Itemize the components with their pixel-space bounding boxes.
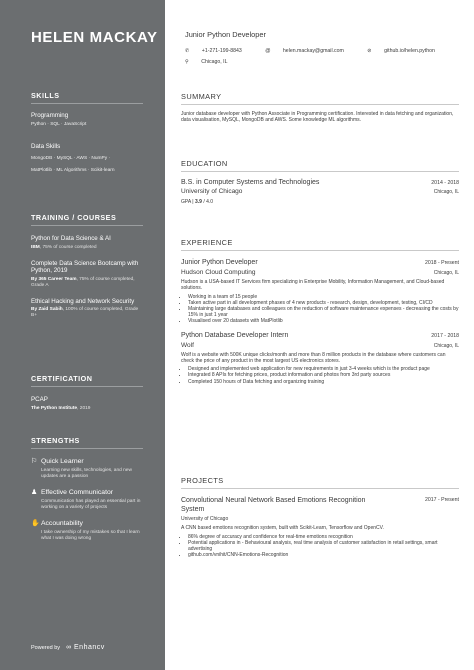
job-title: Junior Python Developer [185,30,266,39]
skill-group-title: Data Skills [31,143,61,150]
experience-item [181,259,459,325]
skill-tags [31,153,143,177]
skills-section [31,91,143,177]
experience-section [181,238,459,385]
experience-item [181,332,459,385]
bullet: • Designed and implemented web application for new requirements in just 3-4 weeks which is the product page [188,366,459,372]
position-title: Junior Python Developer [181,259,258,266]
company-desc: Wolf is a website with 500K unique clicks/month and more than 8 million products in the database where customers can check the price of any product in the most largest US electronics stores. [181,351,446,364]
degree: B.S. in Computer Systems and Technologies [181,179,320,186]
course-title: Ethical Hacking and Network Security [31,297,135,305]
project-row [181,497,459,514]
enhancv-logo[interactable] [66,644,105,651]
gpa-max: / 4.0 [203,199,214,205]
gpa-label: GPA [181,199,191,205]
projects-section [181,476,459,558]
job-location: Chicago, IL [433,270,459,276]
job-location: Chicago, IL [433,342,459,349]
skill-tags-line: MatPlotlib · ML Algorithms · Scikit-learn [31,168,115,173]
education-row [181,188,459,195]
at-icon: @ [265,48,272,54]
phone-contact[interactable] [185,48,253,54]
summary-text: Junior database developer with Python Associate in Programming certification. Interested in data fetching and organization, data visualisation, MySQL, MongoDB and AWS. Some knowledge ML algorithms. [181,111,454,124]
powered-label [31,645,60,651]
strength-title: Effective Communicator [41,489,114,496]
company-desc: Hudson is a USA-based IT Services firm specializing in Enterprise Mobility, Information Management, and Cloud-based solutions. [181,279,445,292]
projects-heading: PROJECTS [181,476,459,489]
communicator-icon: ♟ [31,489,38,496]
project-org: University of Chicago [181,516,229,522]
strengths-heading: STRENGTHS [31,436,143,449]
course-meta [31,277,143,289]
infinity-icon: ∞ [66,644,72,651]
strength-title: Accountability [41,520,83,527]
experience-heading: EXPERIENCE [181,238,459,251]
location-pin-icon: ⚲ [185,59,191,65]
strength-item [31,458,143,480]
project-title: Convolutional Neural Network Based Emotions Recognition System [181,497,366,513]
course-org: By 365 Career Team [31,276,77,282]
certification-section [31,374,143,412]
gpa-value: 3.9 [195,199,202,205]
phone-icon: ✆ [185,48,191,54]
location-contact [185,59,239,65]
certification-year: , 2019 [77,405,91,411]
training-heading: TRAINING / COURSES [31,213,143,226]
skill-group-title: Programming [31,112,69,119]
project-link[interactable]: • github.com/vnihit/CNN-Emotions-Recognition [188,552,459,558]
link-icon: ⊘ [367,48,374,54]
project-desc: A CNN based emotions recognition system, built with Scikit-Learn, Tensorflow and OpenCV. [181,525,384,532]
skills-heading: SKILLS [31,91,143,104]
education-heading: EDUCATION [181,159,459,172]
bullet: • Visualised over 20 datasets with MatPlotlib [188,318,459,324]
strength-desc: Communication has played an essential part in working on a variety of projects [41,499,141,510]
project-bullets [181,534,459,559]
education-section [181,159,459,205]
school: University of Chicago [181,188,243,195]
github-contact[interactable] [367,48,446,54]
job-row [181,342,459,349]
gpa: GPA | 3.9 / 4.0 [181,199,214,205]
course-meta [31,245,143,251]
email-contact[interactable] [265,48,355,54]
strengths-section [31,436,143,542]
strength-item [31,489,143,511]
company: Wolf [181,341,194,349]
certification-meta [31,406,143,412]
training-section [31,213,143,319]
location-text: Chicago, IL [201,59,228,65]
job-row [181,259,459,266]
course-details: , 100% of course completed, Grade B+ [31,307,139,318]
strength-desc: I take ownership of my mistakes so that I learn what I was doing wrong [41,530,140,541]
summary-section [181,92,459,124]
course-details: , 75% of course completed, Grade A [31,276,135,288]
job-bullets [181,294,459,325]
powered-text: Powered [31,644,53,651]
bullet: • Taken active part in all development phases of 4 new products - research, design, development, testing, CI/CD [188,300,459,306]
bullet: • Maintaining large databases and colleagues on the reduction of software maintenance expenses - decreasing the costs by 15% in just 1 year [188,306,459,318]
strength-desc: Learning new skills, technologies, and new updates are a passion [41,468,132,479]
education-dates: 2014 - 2018 [431,180,459,186]
job-bullets [181,366,459,385]
job-row [181,269,459,276]
hand-icon: ✋ [31,520,40,527]
job-dates: 2017 - 2018 [431,332,459,339]
sidebar [0,0,165,670]
bullet: • Integrated 8 APIs for fetching prices, product information and photos from 3rd party sources [188,372,459,378]
job-row [181,332,459,339]
skill-tags: Python · SQL · JavaScript [31,122,87,127]
course-title: Complete Data Science Bootcamp with Python, 2019 [31,259,139,274]
summary-heading: SUMMARY [181,92,459,105]
course-meta [31,307,143,319]
skill-tags-line: MongoDB · MySQL · AWS · NumPy · [31,156,111,161]
course-org: By Zaid Sabih [31,307,63,312]
phone-number: +1-271-199-8843 [201,48,242,54]
powered-by-text: by [54,644,61,651]
job-dates: 2018 - Present [424,260,459,266]
enhancv-logo-text: Enhancv [74,644,105,651]
github-url: github.io/helen.python [384,48,435,54]
contact-info [185,46,465,68]
bullet: • Completed 150 hours of Data fetching and organizing training [188,379,459,385]
flag-icon: ⚐ [31,458,38,465]
bullet: • 86% degree of accuracy and confidence for real-time emotions recognition [188,534,459,540]
bullet: • Working in a team of 15 people [188,294,459,300]
project-dates: 2017 - Present [424,497,459,503]
education-row [181,179,459,186]
strength-item [31,520,143,542]
education-location: Chicago, IL [433,189,459,195]
bullet: • Potential applications in - Behavioural analysis, real time analysis of customer satisfaction in retail settings, smart advertising [188,540,459,552]
email-address: helen.mackay@gmail.com [282,48,344,54]
certification-heading: CERTIFICATION [31,374,143,387]
candidate-name: HELEN MACKAY [31,29,158,46]
course-title: Python for Data Science & AI [31,235,111,242]
powered-by [31,644,105,651]
main-content [165,0,474,670]
certification-title: PCAP [31,396,48,403]
certification-org: The Python Institute [31,405,78,411]
course-details: , 75% of course completed [39,244,97,250]
position-title: Python Database Developer Intern [181,331,289,339]
strength-title: Quick Learner [41,458,84,465]
course-org: IBM [31,244,40,250]
company: Hudson Cloud Computing [181,269,256,276]
